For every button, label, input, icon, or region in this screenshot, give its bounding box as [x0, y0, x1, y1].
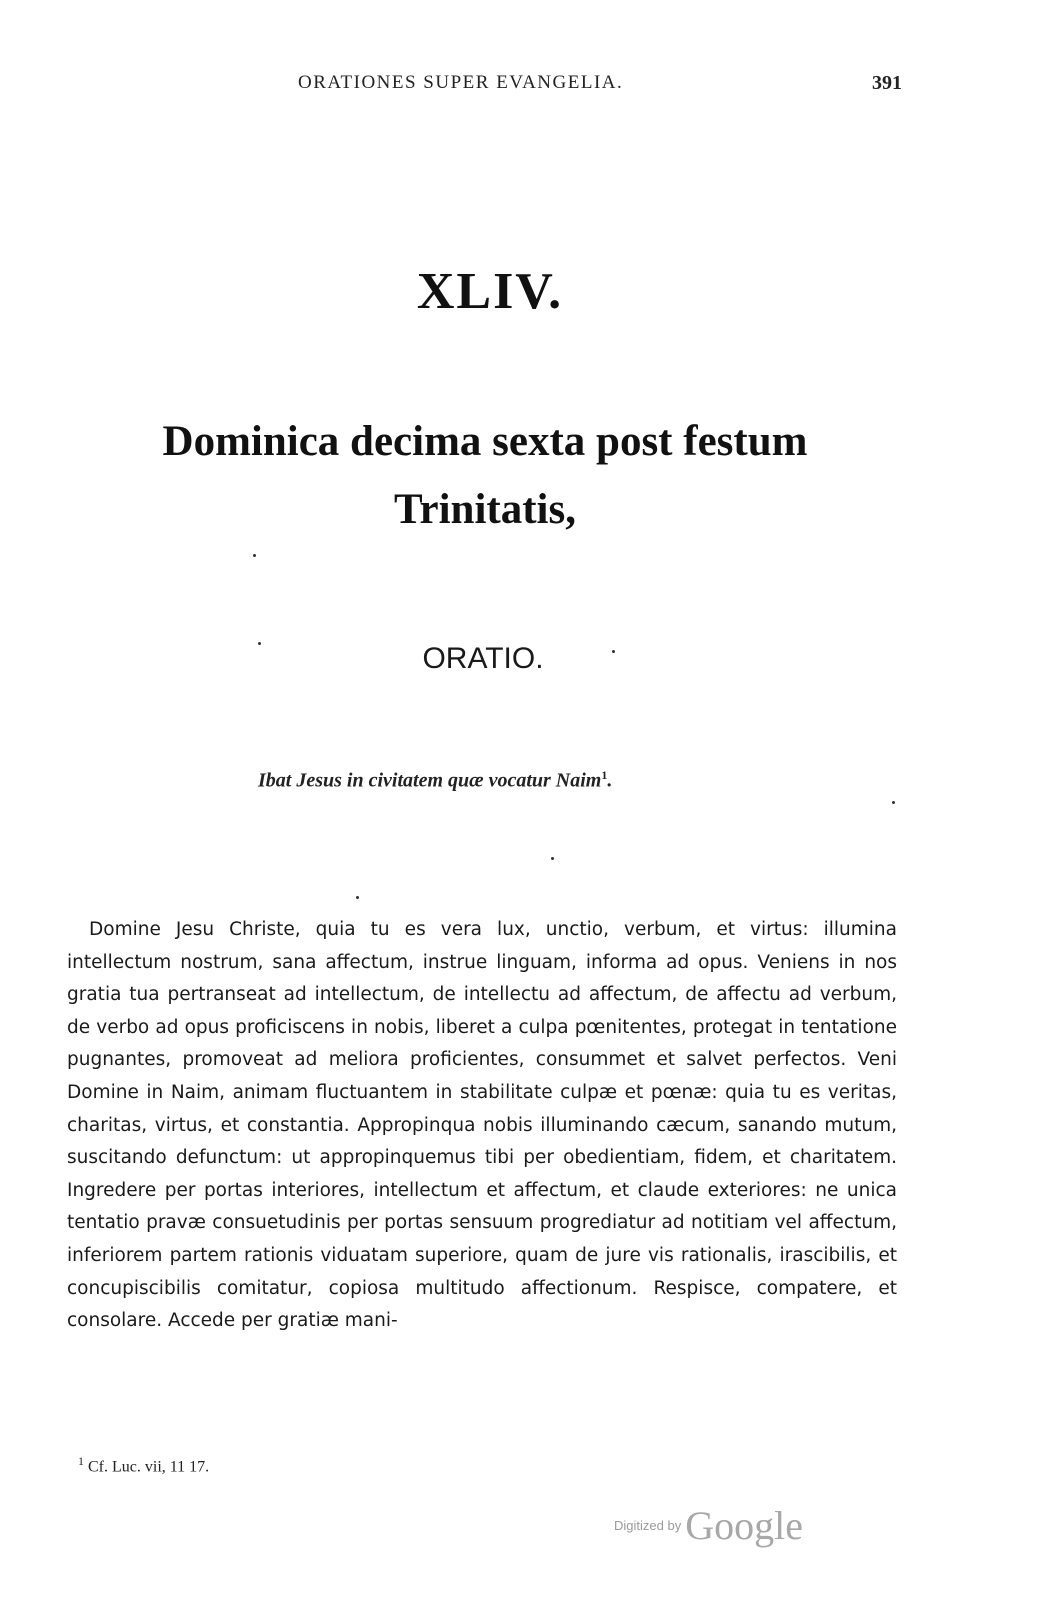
epigraph-end: .	[607, 769, 613, 792]
epigraph-text: Ibat Jesus in civitatem quæ vocatur Naim	[258, 769, 602, 792]
scan-speck	[356, 896, 359, 899]
scan-speck	[258, 642, 261, 645]
scan-speck	[612, 650, 615, 653]
footnote-text: Cf. Luc. vii, 11 17.	[88, 1458, 210, 1476]
footnote-marker: 1	[78, 1454, 84, 1468]
scan-speck	[253, 554, 256, 557]
section-title: Dominica decima sexta post festum Trinitatis,	[162, 418, 808, 533]
epigraph	[258, 768, 612, 793]
running-head: ORATIONES SUPER EVANGELIA.	[298, 72, 624, 93]
page-number: 391	[872, 72, 902, 94]
chapter-number: XLIV.	[416, 263, 564, 320]
scan-speck	[892, 801, 895, 804]
oratio-heading: ORATIO.	[422, 642, 544, 675]
digitized-watermark	[614, 1502, 803, 1549]
watermark-prefix: Digitized by	[614, 1518, 682, 1533]
scan-speck	[551, 857, 554, 860]
body-paragraph: Domine Jesu Christe, quia tu es vera lux, unctio, verbum, et virtus: illumina intellectum nostrum, sana affectum, instrue linguam, informa ad opus. Veniens in nos gratia tua pertranseat ad intellectum, de intellectu ad affectum, de affectu ad verbum, de verbo ad opus proficiscens in nobis, liberet a culpa pœnitentes, protegat in tentatione pugnantes, promoveat ad meliora proficientes, consummet et salvet perfectos. Veni Domine in Naim, animam fluctuantem in stabilitate culpæ et pœnæ: quia tu es veritas, charitas, virtus, et constantia. Appropinqua nobis illuminando cæcum, sanando mutum, suscitando defunctum: ut appropinquemus tibi per obedientiam, fidem, et charitatem. Ingredere per portas interiores, intellectum et affectum, et claude exteriores: ne unica tentatio pravæ consuetudinis per portas sensuum progrediatur ad notitiam vel affectum, inferiorem partem rationis viduatam superiore, quam de jure vis rationalis, irascibilis, et concupiscibilis comitatur, copiosa multitudo affectionum. Respisce, compatere, et consolare. Accede per gratiæ mani-	[67, 919, 897, 1332]
footnote-reference: 1	[601, 768, 608, 782]
google-logo: Google	[685, 1503, 803, 1548]
footnote	[78, 1454, 209, 1476]
